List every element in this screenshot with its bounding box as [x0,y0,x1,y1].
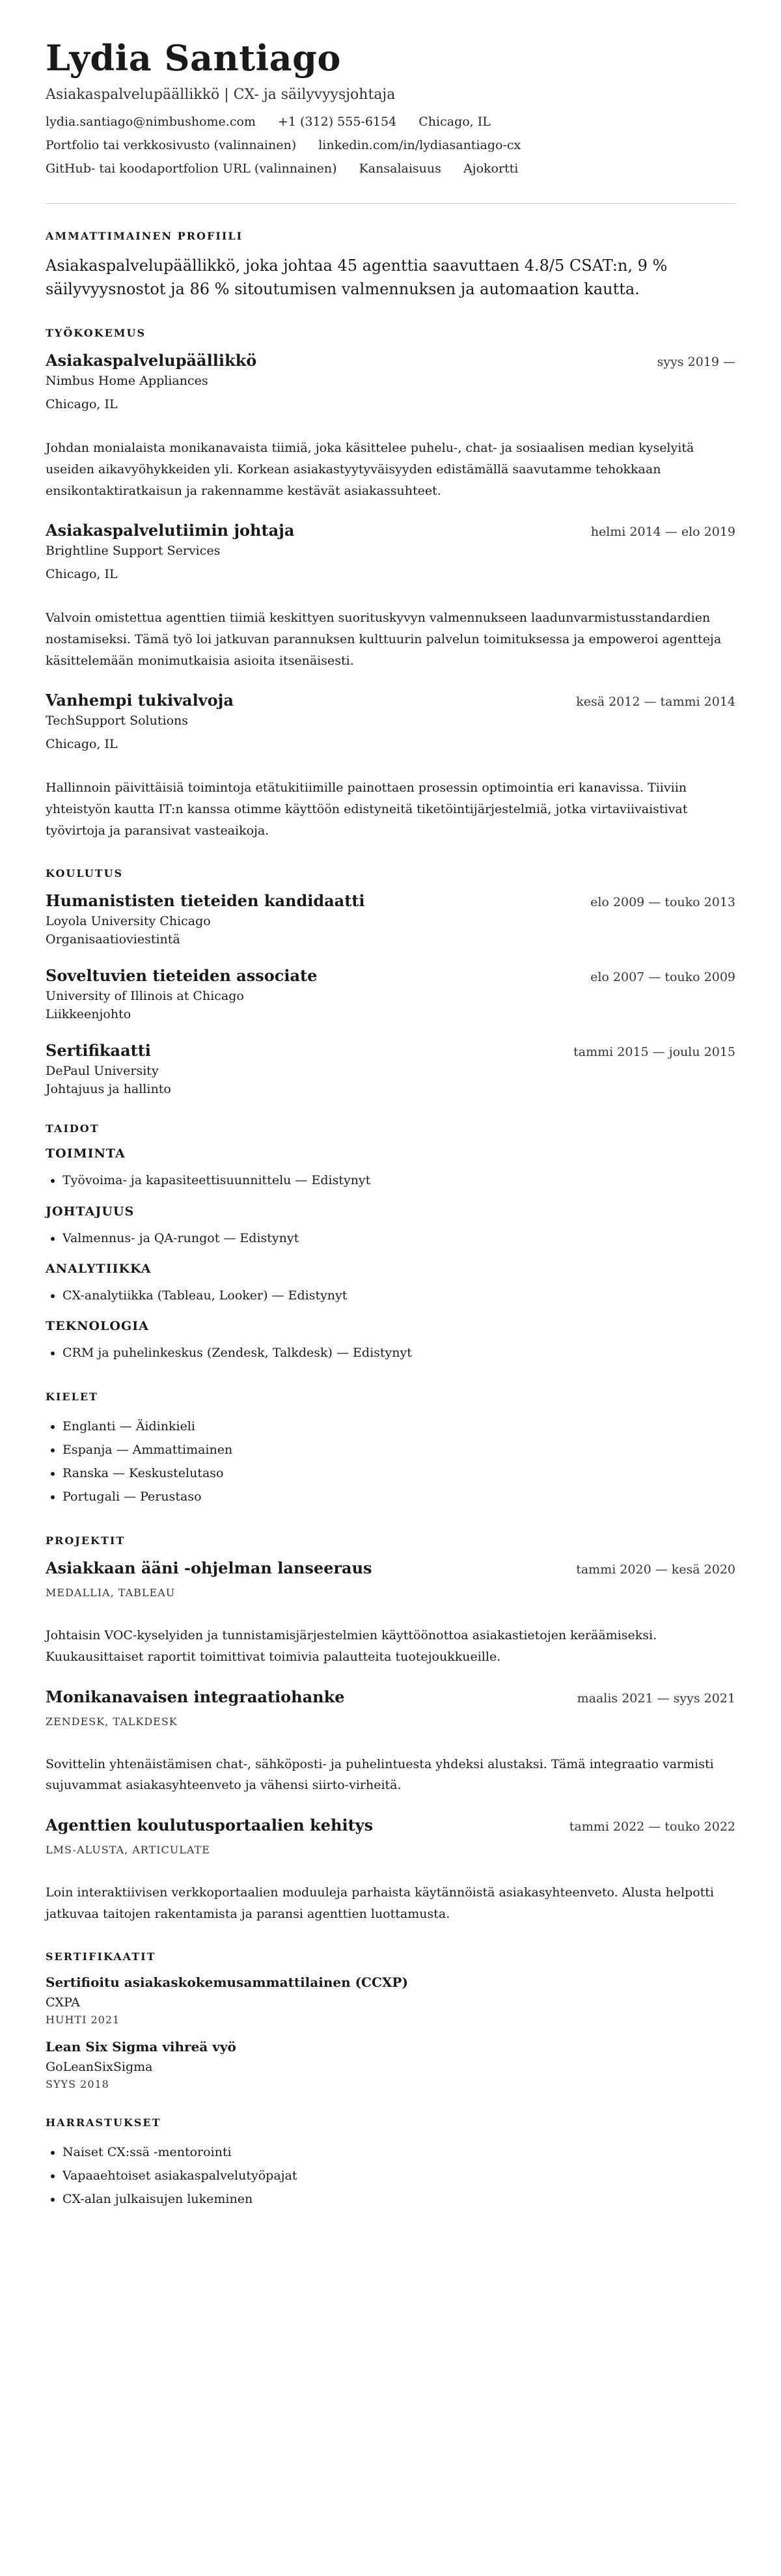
certification-title: Sertifioitu asiakaskokemusammattilainen (CCXP) [46,1974,408,1991]
job-dates: kesä 2012 — tammi 2014 [576,695,735,710]
project-dates: tammi 2022 — touko 2022 [569,1819,735,1834]
education-entry [46,1041,735,1096]
section-title: PROJEKTIT [46,1534,126,1547]
hobby-item: • Naiset CX:ssä -mentorointi [62,2140,735,2164]
candidate-tagline: Asiakaspalvelupäällikkö | CX- ja säilyvyysjohtaja [46,87,396,104]
certification-date: SYYS 2018 [46,2078,109,2091]
degree-title: Soveltuvien tieteiden associate [46,966,318,986]
projects-section [46,1534,735,1924]
section-title: KOULUTUS [46,867,124,880]
candidate-name: Lydia Santiago [46,37,341,79]
project-tools: ZENDESK, TALKDESK [46,1715,178,1728]
section-title: AMMATTIMAINEN PROFIILI [46,230,243,243]
job-title: Vanhempi tukivalvoja [46,691,234,710]
skill-item: • CX-analytiikka (Tableau, Looker) — Edistynyt [62,1284,735,1307]
experience-entry [46,691,735,841]
education-dates: elo 2009 — touko 2013 [590,895,735,910]
contact-email[interactable]: lydia.santiago@nimbushome.com [46,115,256,130]
project-title: Monikanavaisen integraatiohanke [46,1687,345,1706]
skill-group-title: JOHTAJUUS [46,1204,135,1219]
skill-item: • Valmennus- ja QA-rungot — Edistynyt [62,1226,735,1250]
contact-location: Chicago, IL [418,115,491,130]
certification-entry [46,2039,735,2090]
education-entry [46,891,735,947]
project-description: Loin interaktiivisen verkkoportaalien moduuleja parhaista käytännöistä asiakasyhteenveto. Alusta helpotti jatkuvaa taitojen rakentamista ja paransi agenttien luottamusta. [46,1885,714,1921]
profile-summary: Asiakaspalvelupäällikkö, joka johtaa 45 agenttia saavuttaen 4.8/5 CSAT:n, 9 % säilyvyysnostot ja 86 % sitoutumisen valmennuksen ja automaation kautta. [46,256,668,299]
education-section [46,867,735,1096]
project-title: Agenttien koulutusportaalien kehitys [46,1815,374,1835]
hobby-item: • Vapaaehtoiset asiakaspalvelutyöpajat [62,2164,735,2187]
contact-github[interactable]: GitHub- tai koodaportfolion URL (valinnainen) [46,161,337,176]
skill-group [46,1262,735,1307]
degree-title: Sertifikaatti [46,1041,151,1060]
field-of-study: Liikkeenjohto [46,1007,131,1022]
company-name: TechSupport Solutions [46,713,189,728]
degree-title: Humanististen tieteiden kandidaatti [46,891,365,911]
skill-group [46,1319,735,1364]
project-description: Johtaisin VOC-kyselyiden ja tunnistamisjärjestelmien käyttöönottoa asiakastietojen keräämiseksi. Kuukausittaiset raportit toimittivat toimivia palautteita tuotejoukkueille. [46,1628,657,1664]
project-title: Asiakkaan ääni -ohjelman lanseeraus [46,1558,372,1578]
section-title: TAIDOT [46,1122,100,1135]
section-title: HARRASTUKSET [46,2116,161,2129]
experience-section [46,327,735,841]
section-title: TYÖKOKEMUS [46,327,146,340]
contact-citizenship: Kansalaisuus [359,161,441,176]
company-name: Nimbus Home Appliances [46,374,208,389]
language-item: • Espanja — Ammattimainen [62,1438,735,1461]
languages-section [46,1391,735,1508]
experience-entry [46,521,735,671]
project-entry [46,1558,735,1667]
skill-item: • CRM ja puhelinkeskus (Zendesk, Talkdesk) — Edistynyt [62,1341,735,1364]
contact-row [46,161,735,176]
job-title: Asiakaspalvelupäällikkö [46,351,257,370]
certifications-section [46,1950,735,2090]
contact-drivers-license: Ajokortti [463,161,519,176]
hobbies-section [46,2116,735,2211]
project-entry [46,1687,735,1796]
certification-date: HUHTI 2021 [46,2014,120,2027]
language-item: • Portugali — Perustaso [62,1485,735,1508]
skill-group-title: ANALYTIIKKA [46,1261,152,1276]
certification-title: Lean Six Sigma vihreä vyö [46,2039,236,2055]
field-of-study: Johtajuus ja hallinto [46,1082,171,1097]
job-description: Valvoin omistettua agenttien tiimiä keskittyen suorituskyvyn valmennukseen laadunvarmistusstandardien nostamiseksi. Tämä työ loi jatkuvan parannuksen kulttuurin palvelun toimituksessa ja empoweroi agentteja käsittelemään monimutkaisia asioita itsenäisesti. [46,611,722,668]
section-title: SERTIFIKAATIT [46,1950,156,1963]
project-dates: maalis 2021 — syys 2021 [577,1691,735,1706]
school-name: DePaul University [46,1064,159,1079]
project-description: Sovittelin yhtenäistämisen chat-, sähköposti- ja puhelintuesta yhdeksi alustaksi. Tämä integraatio varmisti sujuvammat asiakasyhteenveto ja vähensi siirto-virheitä. [46,1756,714,1793]
job-location: Chicago, IL [46,397,118,412]
section-title: KIELET [46,1390,98,1403]
contact-row [46,115,735,129]
company-name: Brightline Support Services [46,544,221,559]
job-dates: syys 2019 — [657,355,735,370]
job-location: Chicago, IL [46,737,118,752]
experience-entry [46,351,735,501]
job-dates: helmi 2014 — elo 2019 [590,525,735,540]
job-description: Johdan monialaista monikanavaista tiimiä, joka käsittelee puhelu-, chat- ja sosiaalisen median kyselyitä useiden aikavyöhykkeiden yli. Korkean asiakastyytyväisyyden edistämällä saavutamme tehokkaan ensikontaktiratkaisun ja rakennamme kestävät asiakassuhteet. [46,441,694,498]
school-name: University of Illinois at Chicago [46,989,244,1004]
skill-group-title: TOIMINTA [46,1146,126,1161]
project-tools: MEDALLIA, TABLEAU [46,1586,176,1600]
certification-issuer: GoLeanSixSigma [46,2060,153,2075]
skill-group [46,1146,735,1192]
job-description: Hallinnoin päivittäisiä toimintoja etätukitiimille painottaen prosessin optimointia eri kanavissa. Tiiviin yhteistyön kautta IT:n kanssa otimme käyttöön edistyneitä tiketöintijärjestelmiä, jotka virtaviivaistivat työvirtoja ja paransivat vasteaikoja. [46,781,688,838]
hobby-item: • CX-alan julkaisujen lukeminen [62,2187,735,2211]
education-entry [46,966,735,1021]
certification-entry [46,1974,735,2026]
contact-row [46,138,735,152]
contact-portfolio[interactable]: Portfolio tai verkkosivusto (valinnainen) [46,138,297,153]
field-of-study: Organisaatioviestintä [46,932,180,947]
project-tools: LMS-ALUSTA, ARTICULATE [46,1843,210,1856]
skill-group [46,1204,735,1250]
project-dates: tammi 2020 — kesä 2020 [576,1562,735,1577]
skill-item: • Työvoima- ja kapasiteettisuunnittelu — Edistynyt [62,1169,735,1192]
header-divider [46,203,735,204]
education-dates: elo 2007 — touko 2009 [590,970,735,985]
profile-section [46,230,735,301]
resume-header [46,39,735,176]
job-location: Chicago, IL [46,567,118,582]
job-title: Asiakaspalvelutiimin johtaja [46,521,295,540]
education-dates: tammi 2015 — joulu 2015 [573,1045,735,1060]
school-name: Loyola University Chicago [46,914,211,929]
certification-issuer: CXPA [46,1995,80,2010]
contact-linkedin[interactable]: linkedin.com/in/lydiasantiago-cx [318,138,521,153]
language-item: • Englanti — Äidinkieli [62,1415,735,1438]
language-item: • Ranska — Keskustelutaso [62,1461,735,1485]
project-entry [46,1816,735,1924]
skill-group-title: TEKNOLOGIA [46,1318,149,1333]
contact-phone[interactable]: +1 (312) 555-6154 [277,115,397,130]
skills-section [46,1122,735,1364]
